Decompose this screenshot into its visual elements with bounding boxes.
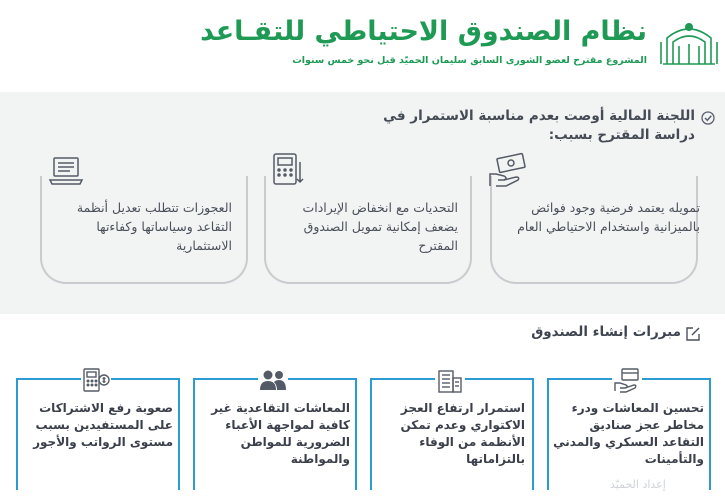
reason-text: تمويله يعتمد فرضية وجود فوائض بالميزانية واستخدام الاحتياطي العام <box>517 200 700 234</box>
shura-council-logo-icon <box>659 18 719 68</box>
credit-text: إعداد الحميّد <box>610 478 666 491</box>
people-icon <box>258 365 288 395</box>
justification-text: تحسين المعاشات ودرء مخاطر عجز صناديق التقاعد العسكري والمدني والتأمينات <box>553 401 704 466</box>
section-title: مبررات إنشاء الصندوق <box>531 324 681 340</box>
laptop-icon <box>46 150 86 190</box>
check-circle-icon <box>701 110 715 124</box>
card-machine-icon <box>268 150 308 190</box>
money-hand-icon <box>488 150 528 190</box>
edit-icon <box>685 326 701 342</box>
calculator-money-icon <box>81 365 111 395</box>
committee-finding: اللجنة المالية أوصت بعدم مناسبة الاستمرار في دراسة المقترح بسبب: <box>383 108 695 143</box>
justification-text: استمرار ارتفاع العجز الاكتواري وعدم تمكن الأنظمة من الوفاء بالتزاماتها <box>400 401 525 466</box>
justification-text: المعاشات التقاعدية غير كافية لمواجهة الأعباء الضرورية للمواطن والمواطنة <box>211 401 350 466</box>
reason-text: العجوزات تتطلب تعديل أنظمة التقاعد وسياساتها وكفاءتها الاستثمارية <box>76 200 232 253</box>
justification-text: صعوبة رفع الاشتراكات على المستفيدين بسبب مستوى الرواتب والأجور <box>33 401 173 449</box>
building-icon <box>435 365 465 395</box>
hand-card-icon <box>612 365 642 395</box>
page-subtitle: المشروع مقترح لعضو الشورى السابق سليمان الحميّد قبل نحو خمس سنوات <box>292 55 647 66</box>
page-title: نظام الصندوق الاحتياطي للتقـاعد <box>200 16 647 47</box>
reason-text: التحديات مع انخفاض الإيرادات يضعف إمكانية تمويل الصندوق المقترح <box>302 200 458 253</box>
